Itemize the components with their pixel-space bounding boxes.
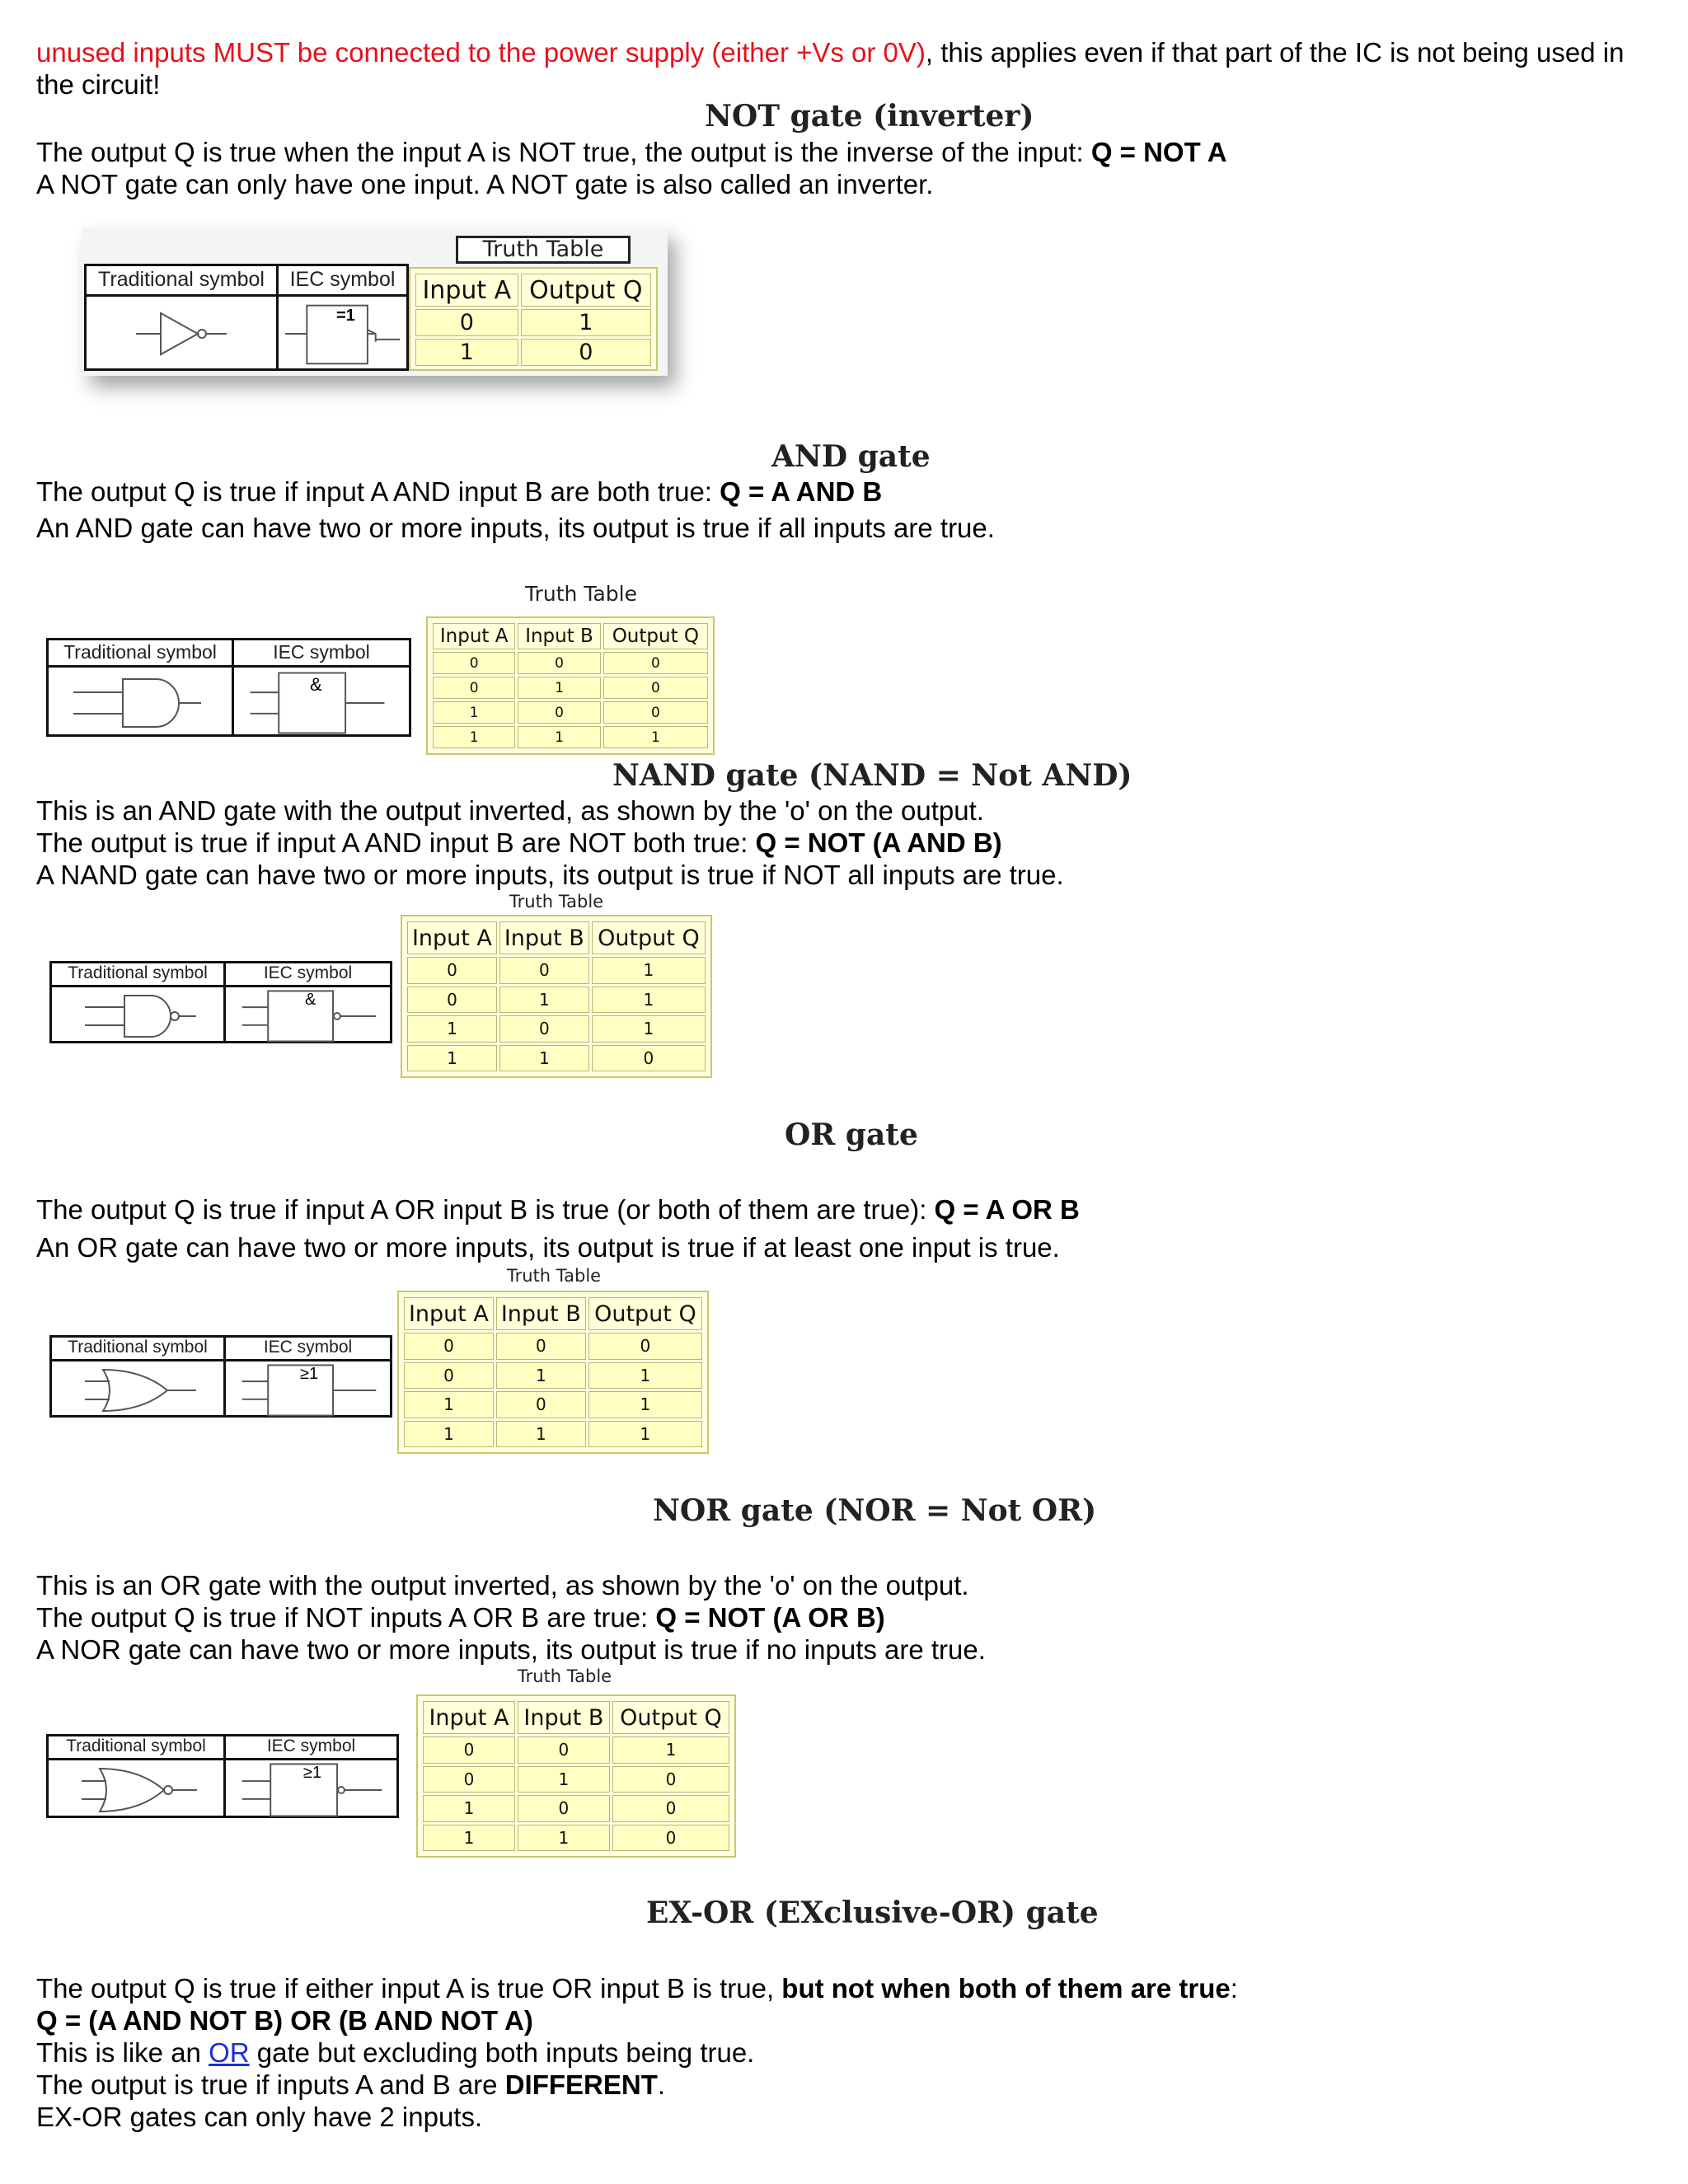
table-cell: 0	[433, 677, 515, 699]
or-gate-line-1	[36, 1193, 1080, 1226]
not-truth-table-caption: Truth Table	[456, 236, 631, 264]
table-cell: 1	[518, 1766, 610, 1793]
traditional-symbol-label: Traditional symbol	[52, 963, 226, 985]
table-cell: 1	[415, 339, 518, 366]
or-gate-formula: Q = A OR B	[934, 1194, 1080, 1225]
table-cell: 1	[588, 1362, 702, 1390]
not-gate-line-1	[36, 136, 1227, 168]
and-truth-table-caption: Truth Table	[525, 582, 637, 606]
table-cell: 1	[603, 726, 708, 748]
table-cell: 0	[612, 1795, 729, 1822]
table-cell: 1	[592, 1015, 706, 1043]
nand-traditional-symbol	[52, 987, 226, 1043]
iec-symbol-label: IEC symbol	[263, 1338, 353, 1357]
and-gate-formula: Q = A AND B	[720, 476, 883, 507]
table-cell: 0	[407, 957, 497, 984]
nand-truth-table-caption: Truth Table	[509, 892, 604, 912]
exor-gate-line-4-end: .	[657, 2069, 666, 2100]
nor-gate-formula: Q = NOT (A OR B)	[655, 1602, 885, 1633]
exor-gate-line-3	[36, 2036, 754, 2069]
nor-traditional-symbol	[49, 1760, 226, 1818]
table-header: Output Q	[588, 1297, 702, 1330]
not-truth-table	[409, 267, 658, 371]
table-header: Input A	[415, 274, 518, 307]
nand-gate-heading: NAND gate (NAND = Not AND)	[612, 758, 1132, 793]
table-cell: 1	[407, 1015, 497, 1043]
and-gate-heading: AND gate	[771, 439, 931, 474]
nor-gate-line-3: A NOR gate can have two or more inputs, its output is true if no inputs are true.	[36, 1634, 986, 1665]
iec-symbol-label: IEC symbol	[289, 268, 396, 291]
nor-iec-label: ≥1	[303, 1764, 322, 1782]
table-cell: 0	[433, 652, 515, 674]
table-cell: 0	[404, 1333, 494, 1360]
table-cell: 1	[518, 1825, 610, 1852]
table-cell: 1	[433, 701, 515, 724]
exor-gate-line-3-text: This is like an	[36, 2037, 209, 2068]
nand-iec-label: &	[305, 991, 316, 1009]
not-gate-line-1-text: The output Q is true when the input A is NOT true, the output is the inverse of the input:	[36, 137, 1091, 167]
table-cell: 0	[423, 1736, 515, 1764]
table-header: Output Q	[612, 1701, 729, 1734]
table-cell: 0	[499, 1015, 589, 1043]
and-iec-symbol	[234, 668, 409, 737]
exor-gate-line-1	[36, 1972, 1238, 2004]
or-truth-table-caption: Truth Table	[506, 1266, 602, 1286]
table-cell: 1	[404, 1391, 494, 1418]
table-cell: 0	[603, 652, 708, 674]
nor-truth-table-caption: Truth Table	[517, 1666, 612, 1686]
not-gate-heading: NOT gate (inverter)	[705, 99, 1034, 134]
exor-gate-line-4	[36, 2069, 665, 2101]
iec-symbol-label: IEC symbol	[273, 641, 370, 663]
table-header: Input B	[518, 623, 600, 649]
or-truth-table	[397, 1291, 709, 1454]
intro-warning-text: unused inputs MUST be connected to the power supply (either +Vs or 0V)	[36, 37, 926, 68]
iec-symbol-label: IEC symbol	[266, 1736, 356, 1755]
nand-gate-formula: Q = NOT (A AND B)	[755, 827, 1002, 858]
and-traditional-symbol	[49, 668, 234, 737]
intro-line-2: the circuit!	[36, 69, 161, 100]
table-header: Input B	[499, 921, 589, 954]
or-gate-line-1-text: The output Q is true if input A OR input B is true (or both of them are true):	[36, 1194, 935, 1225]
exor-gate-line-2	[36, 2004, 533, 2036]
table-cell: 0	[518, 701, 600, 724]
table-cell: 0	[518, 652, 600, 674]
and-gate-symbol-table	[46, 638, 411, 737]
table-cell: 1	[407, 1045, 497, 1072]
not-traditional-symbol	[87, 297, 279, 371]
not-gate-symbol-table	[84, 264, 409, 371]
table-cell: 1	[496, 1362, 586, 1390]
or-gate-heading: OR gate	[785, 1118, 918, 1152]
and-gate-line-1-text: The output Q is true if input A AND input B are both true:	[36, 476, 720, 507]
or-traditional-symbol	[52, 1361, 226, 1418]
or-gate-link[interactable]: OR	[209, 2037, 250, 2068]
not-iec-symbol	[279, 297, 406, 371]
intro-line-1	[36, 36, 1624, 68]
table-cell: 1	[499, 1045, 589, 1072]
nand-gate-line-3: A NAND gate can have two or more inputs, its output is true if NOT all inputs are true.	[36, 860, 1064, 890]
table-cell: 0	[404, 1362, 494, 1390]
table-cell: 0	[499, 957, 589, 984]
table-cell: 0	[612, 1825, 729, 1852]
table-cell: 0	[423, 1766, 515, 1793]
table-cell: 1	[433, 726, 515, 748]
and-iec-label: &	[310, 674, 322, 695]
nor-gate-symbol-table	[46, 1734, 399, 1818]
exor-gate-heading: EX-OR (EXclusive-OR) gate	[646, 1896, 1099, 1930]
nand-gate-line-1: This is an AND gate with the output inverted, as shown by the 'o' on the output.	[36, 795, 984, 826]
table-cell: 1	[592, 957, 706, 984]
table-header: Output Q	[592, 921, 706, 954]
exor-gate-line-1-end: :	[1230, 1973, 1238, 2004]
and-truth-table	[426, 616, 715, 755]
table-cell: 0	[521, 339, 651, 366]
table-cell: 0	[518, 1736, 610, 1764]
table-header: Input A	[404, 1297, 494, 1330]
nand-gate-line-2-text: The output is true if input A AND input B are NOT both true:	[36, 827, 756, 858]
table-cell: 0	[407, 987, 497, 1014]
table-cell: 0	[496, 1391, 586, 1418]
table-cell: 1	[496, 1421, 586, 1448]
table-cell: 1	[588, 1421, 702, 1448]
table-cell: 0	[612, 1766, 729, 1793]
table-cell: 1	[592, 987, 706, 1014]
nand-truth-table	[401, 915, 712, 1078]
table-cell: 1	[423, 1825, 515, 1852]
nand-iec-symbol	[226, 987, 390, 1043]
exor-gate-line-3-end: gate but excluding both inputs being true.	[249, 2037, 755, 2068]
table-cell: 1	[518, 726, 600, 748]
table-header: Input A	[407, 921, 497, 954]
table-cell: 0	[518, 1795, 610, 1822]
and-gate-line-2: An AND gate can have two or more inputs, its output is true if all inputs are true.	[36, 513, 995, 543]
not-gate-line-2: A NOT gate can only have one input. A NOT gate is also called an inverter.	[36, 169, 934, 199]
intro-continuation-text: , this applies even if that part of the IC is not being used in	[925, 37, 1625, 68]
table-cell: 0	[592, 1045, 706, 1072]
nor-gate-heading: NOR gate (NOR = Not OR)	[653, 1493, 1097, 1528]
table-cell: 0	[603, 677, 708, 699]
table-header: Input B	[518, 1701, 610, 1734]
nor-gate-line-1: This is an OR gate with the output inverted, as shown by the 'o' on the output.	[36, 1570, 969, 1601]
table-cell: 1	[521, 309, 651, 336]
nor-gate-line-2-text: The output Q is true if NOT inputs A OR B are true:	[36, 1602, 656, 1633]
traditional-symbol-label: Traditional symbol	[52, 1338, 226, 1359]
or-gate-symbol-table	[49, 1335, 392, 1418]
and-gate-line-1	[36, 476, 882, 508]
table-header: Input A	[423, 1701, 515, 1734]
or-gate-line-2: An OR gate can have two or more inputs, its output is true if at least one input is true.	[36, 1232, 1060, 1263]
exor-gate-line-1-text: The output Q is true if either input A is true OR input B is true,	[36, 1973, 782, 2004]
table-cell: 1	[499, 987, 589, 1014]
nor-iec-symbol	[226, 1760, 396, 1818]
table-cell: 0	[415, 309, 518, 336]
table-header: Input B	[496, 1297, 586, 1330]
table-cell: 0	[588, 1333, 702, 1360]
traditional-symbol-label: Traditional symbol	[87, 266, 279, 294]
nor-gate-line-2	[36, 1601, 885, 1633]
traditional-symbol-label: Traditional symbol	[49, 1736, 226, 1758]
table-cell: 0	[603, 701, 708, 724]
not-gate-formula: Q = NOT A	[1090, 137, 1227, 167]
table-header: Output Q	[603, 623, 708, 649]
or-iec-label: ≥1	[300, 1365, 319, 1383]
or-iec-symbol	[226, 1361, 390, 1418]
table-cell: 1	[404, 1421, 494, 1448]
table-header: Input A	[433, 623, 515, 649]
exor-gate-line-4-text: The output is true if inputs A and B are	[36, 2069, 505, 2100]
nand-gate-line-2	[36, 827, 1002, 859]
nor-truth-table	[416, 1694, 736, 1858]
traditional-symbol-label: Traditional symbol	[49, 640, 234, 665]
exor-gate-different: DIFFERENT	[504, 2069, 658, 2100]
table-cell: 0	[496, 1333, 586, 1360]
table-cell: 1	[518, 677, 600, 699]
not-iec-label: =1	[336, 307, 355, 325]
iec-symbol-label: IEC symbol	[263, 963, 353, 982]
exor-gate-emphasis: but not when both of them are true	[781, 1973, 1231, 2004]
table-header: Output Q	[521, 274, 651, 307]
table-cell: 1	[612, 1736, 729, 1764]
table-cell: 1	[423, 1795, 515, 1822]
exor-gate-line-5: EX-OR gates can only have 2 inputs.	[36, 2102, 483, 2132]
table-cell: 1	[588, 1391, 702, 1418]
nand-gate-symbol-table	[49, 961, 392, 1043]
exor-gate-formula: Q = (A AND NOT B) OR (B AND NOT A)	[36, 2005, 533, 2036]
